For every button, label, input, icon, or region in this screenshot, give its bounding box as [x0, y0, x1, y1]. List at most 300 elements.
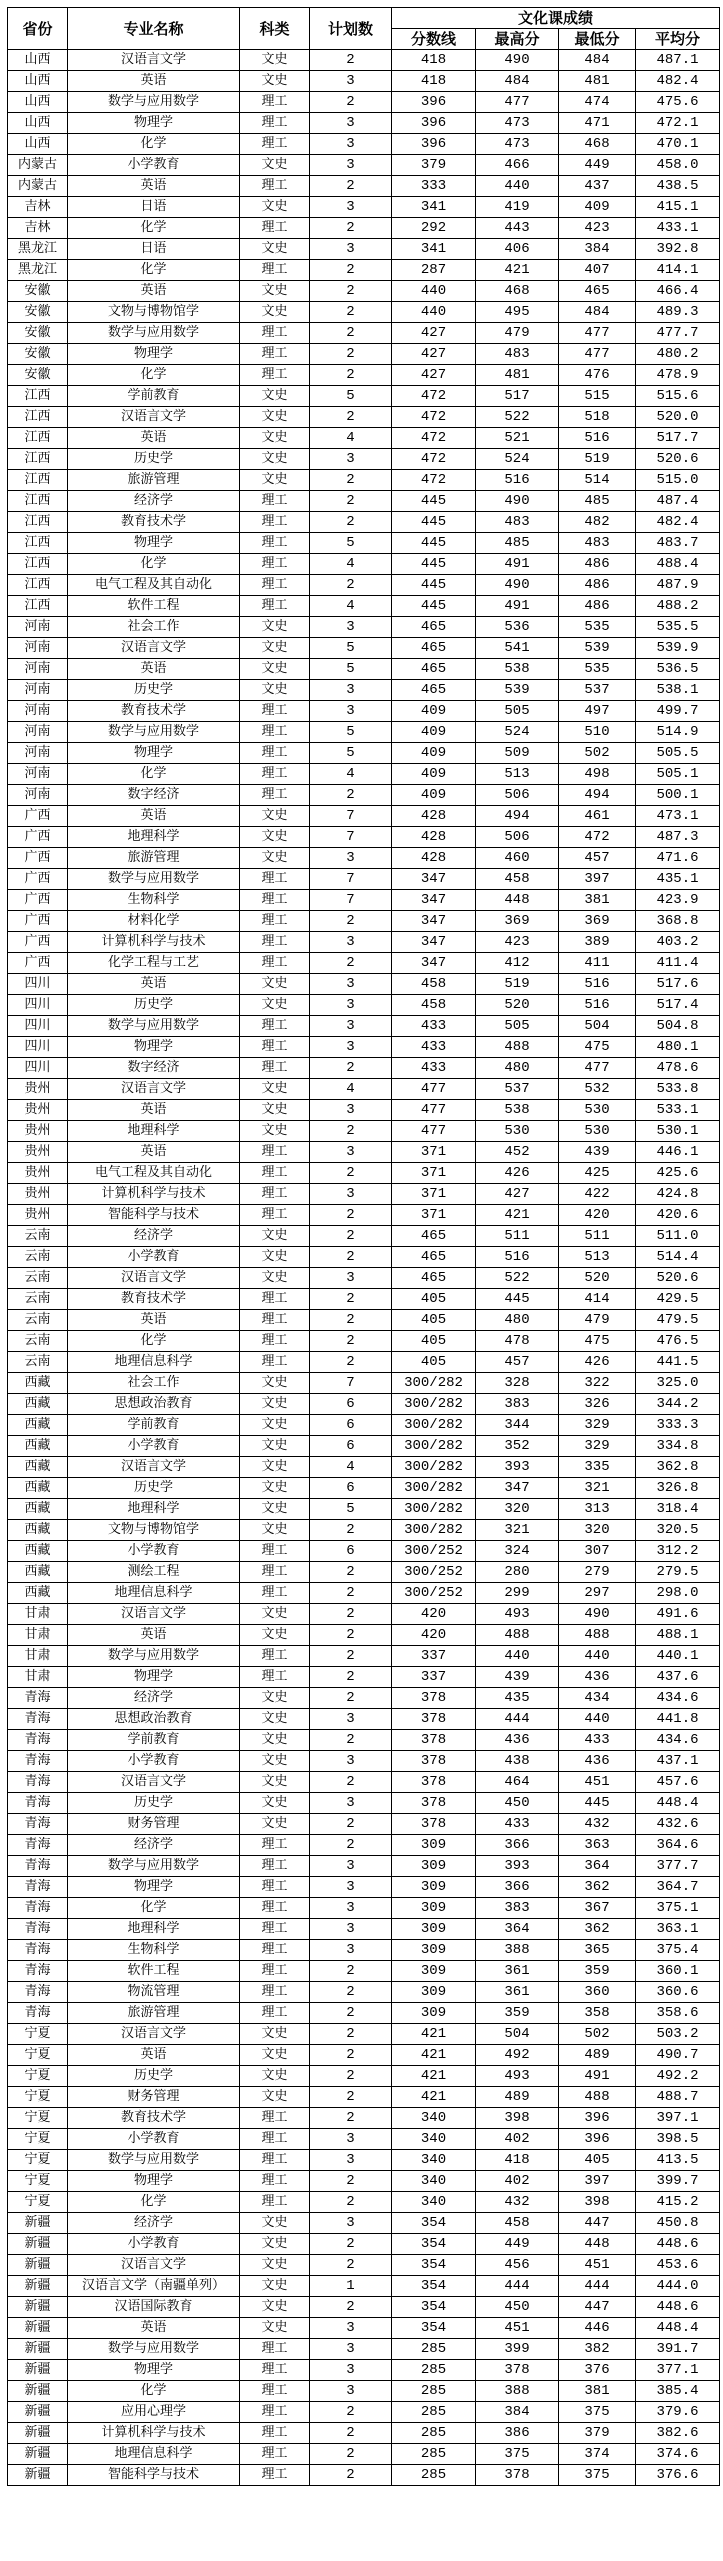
- cell-category: 文史: [240, 2213, 310, 2234]
- cell-max: 478: [476, 1331, 559, 1352]
- cell-category: 理工: [240, 1856, 310, 1877]
- cell-min: 502: [559, 2024, 636, 2045]
- cell-min: 279: [559, 1562, 636, 1583]
- cell-major: 数学与应用数学: [68, 92, 240, 113]
- cell-province: 新疆: [8, 2339, 68, 2360]
- table-row: [8, 2360, 720, 2381]
- cell-major: 化学: [68, 1331, 240, 1352]
- cell-max: 490: [476, 491, 559, 512]
- cell-major: 化学: [68, 365, 240, 386]
- cell-category: 理工: [240, 2381, 310, 2402]
- cell-max: 320: [476, 1499, 559, 1520]
- cell-cutoff: 285: [392, 2381, 476, 2402]
- cell-max: 378: [476, 2465, 559, 2486]
- cell-plan: 2: [310, 470, 392, 491]
- cell-category: 文史: [240, 239, 310, 260]
- cell-avg: 478.9: [636, 365, 720, 386]
- table-row: [8, 932, 720, 953]
- cell-province: 河南: [8, 764, 68, 785]
- cell-min: 381: [559, 890, 636, 911]
- cell-cutoff: 458: [392, 974, 476, 995]
- cell-plan: 3: [310, 1856, 392, 1877]
- cell-cutoff: 309: [392, 1835, 476, 1856]
- cell-min: 475: [559, 1037, 636, 1058]
- table-row: [8, 680, 720, 701]
- table-row: [8, 239, 720, 260]
- cell-max: 522: [476, 1268, 559, 1289]
- cell-cutoff: 378: [392, 1709, 476, 1730]
- cell-plan: 3: [310, 701, 392, 722]
- cell-max: 399: [476, 2339, 559, 2360]
- table-row: [8, 2150, 720, 2171]
- cell-cutoff: 340: [392, 2129, 476, 2150]
- cell-major: 历史学: [68, 1793, 240, 1814]
- cell-min: 363: [559, 1835, 636, 1856]
- table-row: [8, 785, 720, 806]
- cell-plan: 2: [310, 344, 392, 365]
- cell-max: 521: [476, 428, 559, 449]
- cell-avg: 489.3: [636, 302, 720, 323]
- cell-category: 文史: [240, 1100, 310, 1121]
- cell-max: 480: [476, 1058, 559, 1079]
- cell-cutoff: 309: [392, 1898, 476, 1919]
- cell-category: 理工: [240, 1205, 310, 1226]
- cell-major: 教育技术学: [68, 701, 240, 722]
- cell-major: 历史学: [68, 1478, 240, 1499]
- table-row: [8, 533, 720, 554]
- cell-category: 文史: [240, 2087, 310, 2108]
- cell-avg: 488.4: [636, 554, 720, 575]
- cell-cutoff: 421: [392, 2045, 476, 2066]
- cell-cutoff: 421: [392, 2066, 476, 2087]
- cell-province: 西藏: [8, 1394, 68, 1415]
- cell-plan: 2: [310, 1226, 392, 1247]
- cell-min: 369: [559, 911, 636, 932]
- cell-avg: 434.6: [636, 1730, 720, 1751]
- cell-min: 397: [559, 2171, 636, 2192]
- cell-plan: 3: [310, 1877, 392, 1898]
- cell-plan: 2: [310, 1205, 392, 1226]
- cell-cutoff: 427: [392, 344, 476, 365]
- cell-plan: 1: [310, 2276, 392, 2297]
- cell-province: 西藏: [8, 1436, 68, 1457]
- cell-max: 539: [476, 680, 559, 701]
- cell-max: 524: [476, 449, 559, 470]
- cell-major: 英语: [68, 1310, 240, 1331]
- cell-max: 495: [476, 302, 559, 323]
- cell-max: 493: [476, 1604, 559, 1625]
- cell-cutoff: 309: [392, 1877, 476, 1898]
- table-row: [8, 323, 720, 344]
- cell-max: 438: [476, 1751, 559, 1772]
- cell-major: 汉语言文学: [68, 407, 240, 428]
- cell-major: 化学: [68, 260, 240, 281]
- cell-major: 智能科学与技术: [68, 1205, 240, 1226]
- cell-avg: 538.1: [636, 680, 720, 701]
- cell-category: 理工: [240, 596, 310, 617]
- cell-category: 理工: [240, 890, 310, 911]
- cell-cutoff: 421: [392, 2024, 476, 2045]
- cell-plan: 2: [310, 2423, 392, 2444]
- cell-avg: 458.0: [636, 155, 720, 176]
- cell-plan: 2: [310, 1961, 392, 1982]
- table-header: [8, 8, 720, 50]
- cell-province: 江西: [8, 491, 68, 512]
- cell-min: 447: [559, 2297, 636, 2318]
- table-row: [8, 554, 720, 575]
- cell-max: 443: [476, 218, 559, 239]
- cell-cutoff: 287: [392, 260, 476, 281]
- cell-avg: 539.9: [636, 638, 720, 659]
- cell-major: 汉语言文学: [68, 2024, 240, 2045]
- cell-plan: 2: [310, 2255, 392, 2276]
- cell-province: 新疆: [8, 2234, 68, 2255]
- cell-major: 英语: [68, 806, 240, 827]
- cell-plan: 3: [310, 2339, 392, 2360]
- cell-min: 329: [559, 1415, 636, 1436]
- cell-category: 理工: [240, 512, 310, 533]
- cell-major: 旅游管理: [68, 2003, 240, 2024]
- table-row: [8, 827, 720, 848]
- cell-cutoff: 354: [392, 2213, 476, 2234]
- cell-avg: 423.9: [636, 890, 720, 911]
- cell-major: 电气工程及其自动化: [68, 1163, 240, 1184]
- cell-avg: 437.6: [636, 1667, 720, 1688]
- cell-avg: 505.5: [636, 743, 720, 764]
- cell-cutoff: 309: [392, 1940, 476, 1961]
- cell-cutoff: 354: [392, 2276, 476, 2297]
- cell-avg: 475.6: [636, 92, 720, 113]
- cell-cutoff: 405: [392, 1289, 476, 1310]
- cell-cutoff: 340: [392, 2150, 476, 2171]
- table-row: [8, 407, 720, 428]
- cell-category: 文史: [240, 848, 310, 869]
- table-row: [8, 2066, 720, 2087]
- cell-major: 地理科学: [68, 1499, 240, 1520]
- cell-plan: 2: [310, 1604, 392, 1625]
- cell-plan: 2: [310, 260, 392, 281]
- cell-province: 广西: [8, 806, 68, 827]
- cell-avg: 279.5: [636, 1562, 720, 1583]
- cell-cutoff: 420: [392, 1625, 476, 1646]
- cell-min: 504: [559, 1016, 636, 1037]
- cell-avg: 433.1: [636, 218, 720, 239]
- cell-avg: 511.0: [636, 1226, 720, 1247]
- cell-avg: 376.6: [636, 2465, 720, 2486]
- cell-province: 宁夏: [8, 2108, 68, 2129]
- table-row: [8, 1163, 720, 1184]
- cell-province: 贵州: [8, 1142, 68, 1163]
- cell-major: 小学教育: [68, 1436, 240, 1457]
- cell-avg: 448.4: [636, 1793, 720, 1814]
- cell-min: 432: [559, 1814, 636, 1835]
- cell-plan: 2: [310, 2444, 392, 2465]
- cell-plan: 5: [310, 722, 392, 743]
- cell-plan: 7: [310, 1373, 392, 1394]
- cell-max: 450: [476, 1793, 559, 1814]
- cell-avg: 325.0: [636, 1373, 720, 1394]
- cell-province: 西藏: [8, 1562, 68, 1583]
- cell-major: 计算机科学与技术: [68, 932, 240, 953]
- cell-category: 文史: [240, 995, 310, 1016]
- cell-avg: 441.5: [636, 1352, 720, 1373]
- cell-major: 汉语言文学: [68, 2255, 240, 2276]
- cell-max: 492: [476, 2045, 559, 2066]
- cell-avg: 487.9: [636, 575, 720, 596]
- header-major: 专业名称: [68, 8, 240, 50]
- cell-cutoff: 347: [392, 890, 476, 911]
- table-row: [8, 848, 720, 869]
- cell-min: 434: [559, 1688, 636, 1709]
- cell-category: 理工: [240, 1835, 310, 1856]
- cell-min: 488: [559, 2087, 636, 2108]
- cell-avg: 482.4: [636, 512, 720, 533]
- cell-min: 437: [559, 176, 636, 197]
- cell-avg: 515.0: [636, 470, 720, 491]
- cell-major: 汉语言文学: [68, 1604, 240, 1625]
- cell-avg: 477.7: [636, 323, 720, 344]
- cell-province: 新疆: [8, 2318, 68, 2339]
- cell-avg: 488.7: [636, 2087, 720, 2108]
- cell-province: 广西: [8, 932, 68, 953]
- cell-province: 山西: [8, 92, 68, 113]
- cell-province: 贵州: [8, 1163, 68, 1184]
- cell-plan: 2: [310, 1121, 392, 1142]
- cell-plan: 3: [310, 2318, 392, 2339]
- cell-max: 450: [476, 2297, 559, 2318]
- cell-cutoff: 347: [392, 869, 476, 890]
- table-row: [8, 2402, 720, 2423]
- cell-category: 理工: [240, 1562, 310, 1583]
- cell-max: 440: [476, 176, 559, 197]
- cell-min: 530: [559, 1100, 636, 1121]
- cell-min: 396: [559, 2108, 636, 2129]
- cell-min: 364: [559, 1856, 636, 1877]
- cell-cutoff: 300/252: [392, 1541, 476, 1562]
- cell-avg: 344.2: [636, 1394, 720, 1415]
- cell-min: 436: [559, 1751, 636, 1772]
- header-min: 最低分: [559, 29, 636, 50]
- cell-major: 汉语言文学: [68, 1079, 240, 1100]
- cell-category: 文史: [240, 50, 310, 71]
- cell-major: 英语: [68, 281, 240, 302]
- cell-max: 506: [476, 827, 559, 848]
- cell-province: 贵州: [8, 1184, 68, 1205]
- cell-plan: 5: [310, 743, 392, 764]
- cell-avg: 364.7: [636, 1877, 720, 1898]
- cell-avg: 435.1: [636, 869, 720, 890]
- cell-category: 文史: [240, 1730, 310, 1751]
- cell-cutoff: 465: [392, 638, 476, 659]
- cell-province: 山西: [8, 71, 68, 92]
- cell-min: 451: [559, 2255, 636, 2276]
- cell-cutoff: 371: [392, 1142, 476, 1163]
- cell-major: 英语: [68, 176, 240, 197]
- cell-avg: 441.8: [636, 1709, 720, 1730]
- cell-min: 537: [559, 680, 636, 701]
- cell-max: 449: [476, 2234, 559, 2255]
- cell-province: 青海: [8, 1730, 68, 1751]
- cell-category: 理工: [240, 1919, 310, 1940]
- cell-category: 理工: [240, 113, 310, 134]
- cell-min: 485: [559, 491, 636, 512]
- cell-min: 502: [559, 743, 636, 764]
- cell-plan: 3: [310, 197, 392, 218]
- cell-category: 理工: [240, 1583, 310, 1604]
- cell-major: 英语: [68, 1625, 240, 1646]
- cell-max: 402: [476, 2171, 559, 2192]
- cell-avg: 480.1: [636, 1037, 720, 1058]
- cell-min: 488: [559, 1625, 636, 1646]
- cell-plan: 5: [310, 1499, 392, 1520]
- cell-avg: 476.5: [636, 1331, 720, 1352]
- cell-province: 广西: [8, 848, 68, 869]
- cell-max: 352: [476, 1436, 559, 1457]
- cell-cutoff: 409: [392, 722, 476, 743]
- cell-cutoff: 340: [392, 2108, 476, 2129]
- cell-major: 小学教育: [68, 155, 240, 176]
- cell-avg: 515.6: [636, 386, 720, 407]
- cell-max: 321: [476, 1520, 559, 1541]
- cell-province: 新疆: [8, 2465, 68, 2486]
- table-row: [8, 176, 720, 197]
- cell-category: 理工: [240, 1541, 310, 1562]
- cell-avg: 514.9: [636, 722, 720, 743]
- cell-max: 366: [476, 1835, 559, 1856]
- cell-category: 理工: [240, 1310, 310, 1331]
- cell-province: 江西: [8, 407, 68, 428]
- cell-province: 甘肃: [8, 1625, 68, 1646]
- cell-cutoff: 285: [392, 2465, 476, 2486]
- cell-province: 吉林: [8, 197, 68, 218]
- table-row: [8, 596, 720, 617]
- table-row: [8, 1709, 720, 1730]
- cell-category: 文史: [240, 974, 310, 995]
- cell-max: 483: [476, 512, 559, 533]
- cell-min: 474: [559, 92, 636, 113]
- cell-min: 358: [559, 2003, 636, 2024]
- cell-max: 444: [476, 2276, 559, 2297]
- cell-max: 493: [476, 2066, 559, 2087]
- cell-plan: 2: [310, 2171, 392, 2192]
- cell-category: 文史: [240, 71, 310, 92]
- cell-cutoff: 347: [392, 932, 476, 953]
- cell-max: 504: [476, 2024, 559, 2045]
- cell-avg: 415.2: [636, 2192, 720, 2213]
- cell-major: 化学: [68, 2381, 240, 2402]
- table-row: [8, 1520, 720, 1541]
- cell-plan: 3: [310, 848, 392, 869]
- cell-cutoff: 428: [392, 848, 476, 869]
- cell-major: 英语: [68, 2045, 240, 2066]
- cell-province: 江西: [8, 470, 68, 491]
- table-row: [8, 1352, 720, 1373]
- cell-min: 477: [559, 1058, 636, 1079]
- cell-avg: 397.1: [636, 2108, 720, 2129]
- cell-plan: 3: [310, 1940, 392, 1961]
- cell-max: 421: [476, 1205, 559, 1226]
- cell-max: 477: [476, 92, 559, 113]
- cell-min: 397: [559, 869, 636, 890]
- cell-avg: 480.2: [636, 344, 720, 365]
- cell-plan: 2: [310, 1163, 392, 1184]
- cell-province: 河南: [8, 680, 68, 701]
- cell-province: 河南: [8, 743, 68, 764]
- cell-plan: 2: [310, 2192, 392, 2213]
- table-row: [8, 764, 720, 785]
- cell-major: 经济学: [68, 1688, 240, 1709]
- cell-cutoff: 378: [392, 1730, 476, 1751]
- cell-min: 451: [559, 1772, 636, 1793]
- cell-major: 旅游管理: [68, 470, 240, 491]
- cell-plan: 2: [310, 323, 392, 344]
- cell-province: 河南: [8, 722, 68, 743]
- cell-plan: 2: [310, 2045, 392, 2066]
- cell-category: 文史: [240, 1247, 310, 1268]
- table-row: [8, 1226, 720, 1247]
- cell-major: 地理信息科学: [68, 2444, 240, 2465]
- cell-max: 344: [476, 1415, 559, 1436]
- cell-plan: 5: [310, 533, 392, 554]
- cell-plan: 2: [310, 2297, 392, 2318]
- table-row: [8, 1541, 720, 1562]
- cell-max: 361: [476, 1961, 559, 1982]
- cell-category: 文史: [240, 1751, 310, 1772]
- cell-plan: 3: [310, 134, 392, 155]
- cell-cutoff: 300/282: [392, 1478, 476, 1499]
- table-row: [8, 1583, 720, 1604]
- cell-province: 青海: [8, 1877, 68, 1898]
- cell-min: 483: [559, 533, 636, 554]
- table-row: [8, 1478, 720, 1499]
- cell-avg: 448.6: [636, 2234, 720, 2255]
- cell-plan: 3: [310, 239, 392, 260]
- cell-province: 宁夏: [8, 2129, 68, 2150]
- table-row: [8, 743, 720, 764]
- cell-province: 宁夏: [8, 2066, 68, 2087]
- cell-max: 489: [476, 2087, 559, 2108]
- cell-min: 396: [559, 2129, 636, 2150]
- cell-major: 汉语国际教育: [68, 2297, 240, 2318]
- cell-max: 418: [476, 2150, 559, 2171]
- table-row: [8, 1268, 720, 1289]
- cell-major: 化学工程与工艺: [68, 953, 240, 974]
- cell-plan: 3: [310, 71, 392, 92]
- table-row: [8, 1289, 720, 1310]
- cell-cutoff: 340: [392, 2192, 476, 2213]
- cell-cutoff: 465: [392, 1226, 476, 1247]
- cell-cutoff: 354: [392, 2255, 476, 2276]
- table-row: [8, 71, 720, 92]
- cell-major: 生物科学: [68, 890, 240, 911]
- cell-min: 475: [559, 1331, 636, 1352]
- cell-plan: 5: [310, 638, 392, 659]
- cell-avg: 517.4: [636, 995, 720, 1016]
- cell-min: 433: [559, 1730, 636, 1751]
- cell-avg: 479.5: [636, 1310, 720, 1331]
- cell-major: 历史学: [68, 680, 240, 701]
- cell-min: 477: [559, 323, 636, 344]
- cell-major: 英语: [68, 1100, 240, 1121]
- table-row: [8, 344, 720, 365]
- cell-major: 软件工程: [68, 1961, 240, 1982]
- table-row: [8, 134, 720, 155]
- cell-category: 文史: [240, 1394, 310, 1415]
- cell-avg: 420.6: [636, 1205, 720, 1226]
- cell-province: 云南: [8, 1268, 68, 1289]
- cell-avg: 360.6: [636, 1982, 720, 2003]
- cell-max: 427: [476, 1184, 559, 1205]
